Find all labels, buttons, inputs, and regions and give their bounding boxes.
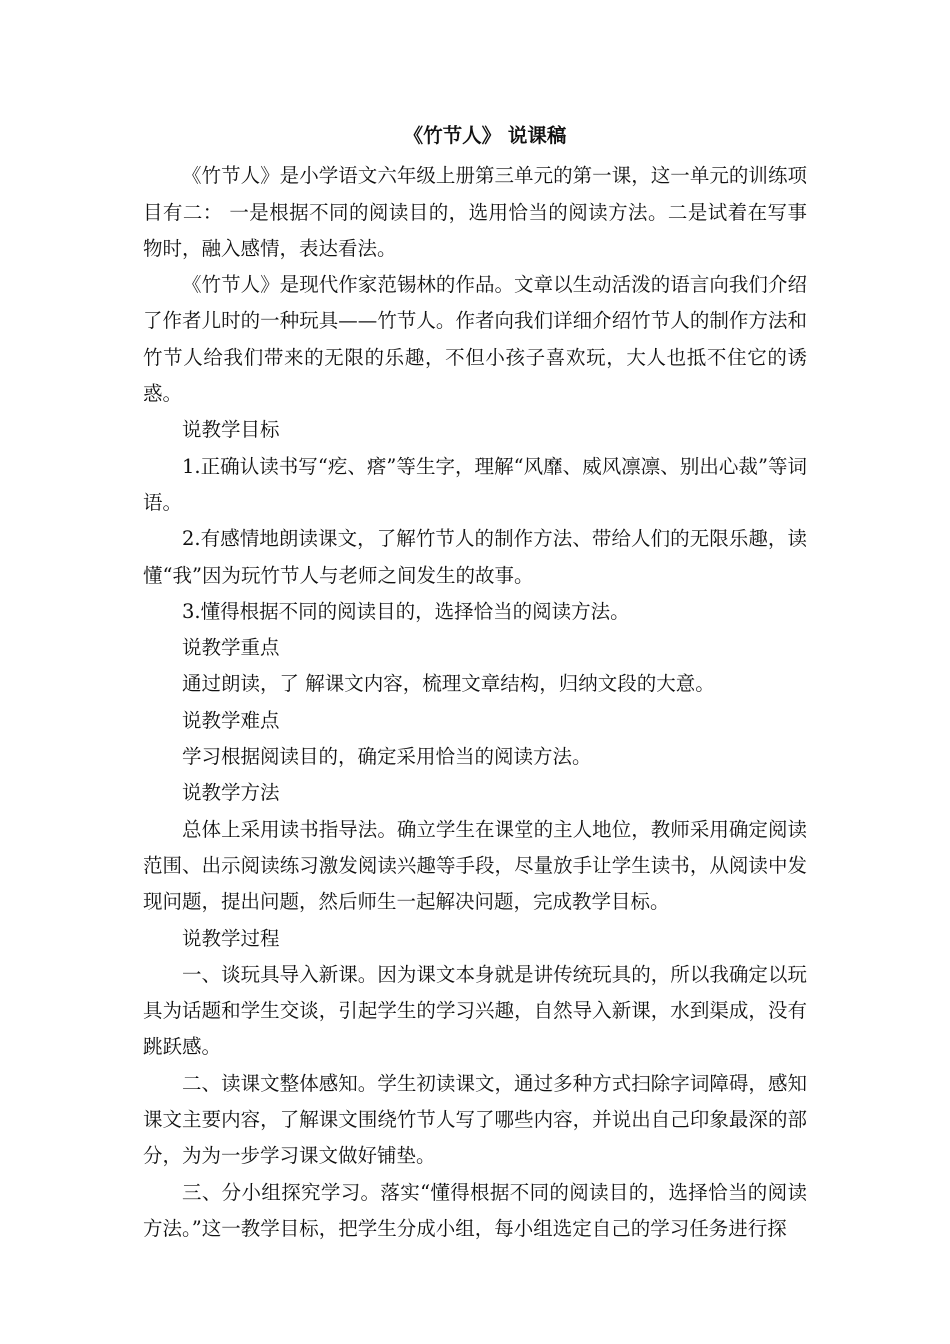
- document-title: 《竹节人》 说课稿: [403, 124, 567, 147]
- intro-paragraph: 《竹节人》是小学语文六年级上册第三单元的第一课，这一单元的训练项目有二： 一是根据不同的阅读目的，选用恰当的阅读方法。二是试着在写事物时，融入感情，表达看法。: [143, 164, 807, 260]
- document-body: [143, 118, 807, 1247]
- author-paragraph: 《竹节人》是现代作家范锡林的作品。文章以生动活泼的语言向我们介绍了作者儿时的一种玩具——竹节人。作者向我们详细介绍竹节人的制作方法和竹节人给我们带来的无限的乐趣，不但小孩子喜欢玩，大人也抵不住它的诱惑。: [143, 273, 807, 406]
- section-heading-process: 说教学过程: [182, 926, 280, 950]
- methods-paragraph: 总体上采用读书指导法。确立学生在课堂的主人地位，教师采用确定阅读范围、出示阅读练习激发阅读兴趣等手段，尽量放手让学生读书，从阅读中发现问题，提出问题，然后师生一起解决问题，完成教学目标。: [143, 817, 807, 914]
- key-points-paragraph: 通过朗读，了 解课文内容，梳理文章结构，归纳文段的大意。: [182, 672, 715, 696]
- process-step-3: 三、分小组探究学习。落实“懂得根据不同的阅读目的，选择恰当的阅读方法。”这一教学目标，把学生分成小组，每小组选定自己的学习任务进行探: [143, 1180, 807, 1240]
- section-heading-difficulties: 说教学难点: [182, 708, 280, 732]
- section-heading-key-points: 说教学重点: [182, 636, 280, 660]
- goal-item-2: 2.有感情地朗读课文，了解竹节人的制作方法、带给人们的无限乐趣，读懂“我”因为玩竹节人与老师之间发生的故事。: [143, 527, 807, 587]
- section-heading-goals: 说教学目标: [182, 418, 280, 442]
- section-heading-methods: 说教学方法: [182, 781, 280, 805]
- process-step-2: 二、读课文整体感知。学生初读课文，通过多种方式扫除字词障碍，感知课文主要内容，了解课文围绕竹节人写了哪些内容，并说出自己印象最深的部分，为为一步学习课文做好铺垫。: [143, 1071, 807, 1168]
- process-step-1: 一、谈玩具导入新课。因为课文本身就是讲传统玩具的，所以我确定以玩具为话题和学生交谈，引起学生的学习兴趣，自然导入新课，水到渠成，没有跳跃感。: [143, 962, 807, 1059]
- goal-item-1: 1.正确认读书写“疙、瘩”等生字，理解“风靡、威风凛凛、别出心裁”等词语。: [143, 454, 807, 514]
- difficulties-paragraph: 学习根据阅读目的，确定采用恰当的阅读方法。: [182, 745, 592, 769]
- goal-item-3: 3.懂得根据不同的阅读目的，选择恰当的阅读方法。: [182, 599, 630, 623]
